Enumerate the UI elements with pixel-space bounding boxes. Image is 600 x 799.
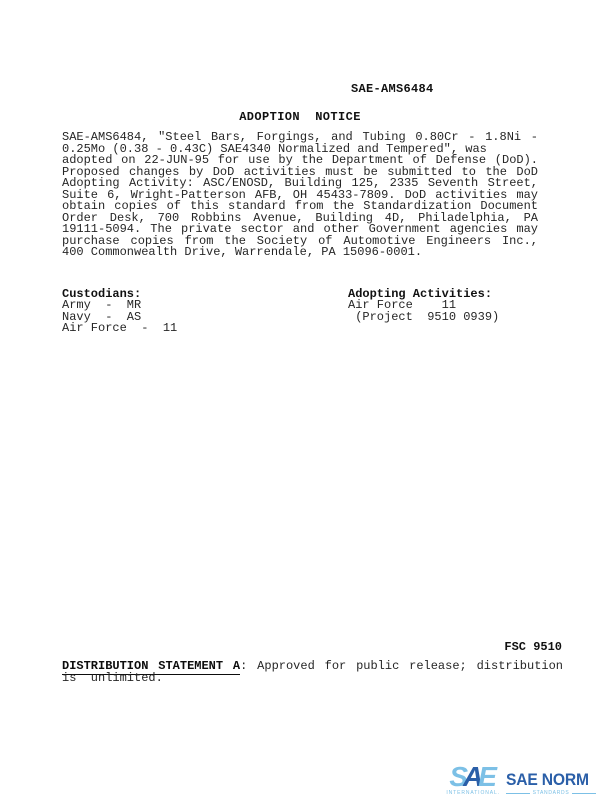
standards-row <box>506 790 596 796</box>
body-line: 0.25Mo (0.38 - 0.43C) SAE4340 Normalized and Tempered", was <box>62 141 487 156</box>
doc-number: SAE-AMS6484 <box>351 82 434 96</box>
sae-norm-logo <box>446 761 596 796</box>
adopting-activities-block <box>348 289 499 323</box>
sae-logotype-block <box>446 761 500 796</box>
custodian-item: Navy - AS <box>62 309 142 324</box>
sae-norm-wordmark: SAE NORM <box>505 770 589 789</box>
body-line: obtain copies of this standard from the Standardization Document <box>62 199 538 214</box>
distribution-statement-text: : Approved for public release; distribution <box>240 659 564 673</box>
body-line: Suite 6, Wright-Patterson AFB, OH 45433-7809. DoD activities may <box>62 187 538 202</box>
custodians-block <box>62 289 177 335</box>
sae-logo-icon <box>449 761 497 792</box>
sae-letter-a: A <box>463 761 479 792</box>
sae-norm-wordmark-block <box>506 772 596 796</box>
adopting-project-number: (Project 9510 0939) <box>348 309 500 324</box>
body-line: 400 Commonwealth Drive, Warrendale, PA 15096-0001. <box>62 245 423 260</box>
adopting-activities-heading: Adopting Activities: <box>348 287 493 301</box>
body-line: Adopting Activity: ASC/ENOSD, Building 125, 2335 Seventh Street, <box>62 176 538 191</box>
body-line: 19111-5094. The private sector and other Government agencies may <box>62 222 538 237</box>
distribution-line-2: is unlimited. <box>62 670 163 685</box>
body-line: adopted on 22-JUN-95 for use by the Department of Defense (DoD). <box>62 153 538 168</box>
sae-letter-e: E <box>478 761 492 792</box>
standards-label: STANDARDS <box>532 790 570 796</box>
body-paragraph <box>62 132 538 259</box>
standards-divider-line <box>572 793 596 794</box>
adoption-notice-title: ADOPTION NOTICE <box>239 110 361 124</box>
distribution-statement-label: DISTRIBUTION STATEMENT A <box>62 659 241 673</box>
custodian-item: Army - MR <box>62 298 142 313</box>
custodian-item: Air Force - 11 <box>62 321 178 336</box>
custodians-heading: Custodians: <box>62 287 142 301</box>
sae-letter-s: S <box>449 761 464 792</box>
sae-international-label: INTERNATIONAL. <box>446 790 500 796</box>
body-line: purchase copies from the Society of Automotive Engineers Inc., <box>62 233 538 248</box>
body-line: Order Desk, 700 Robbins Avenue, Building 4D, Philadelphia, PA <box>62 210 538 225</box>
standards-divider-line <box>506 793 530 794</box>
body-line: Proposed changes by DoD activities must be submitted to the DoD <box>62 164 538 179</box>
fsc-code: FSC 9510 <box>504 640 562 654</box>
body-line: SAE-AMS6484, "Steel Bars, Forgings, and Tubing 0.80Cr - 1.8Ni - <box>62 130 538 144</box>
distribution-statement <box>62 661 563 684</box>
adopting-activity-item: Air Force 11 <box>348 298 457 313</box>
